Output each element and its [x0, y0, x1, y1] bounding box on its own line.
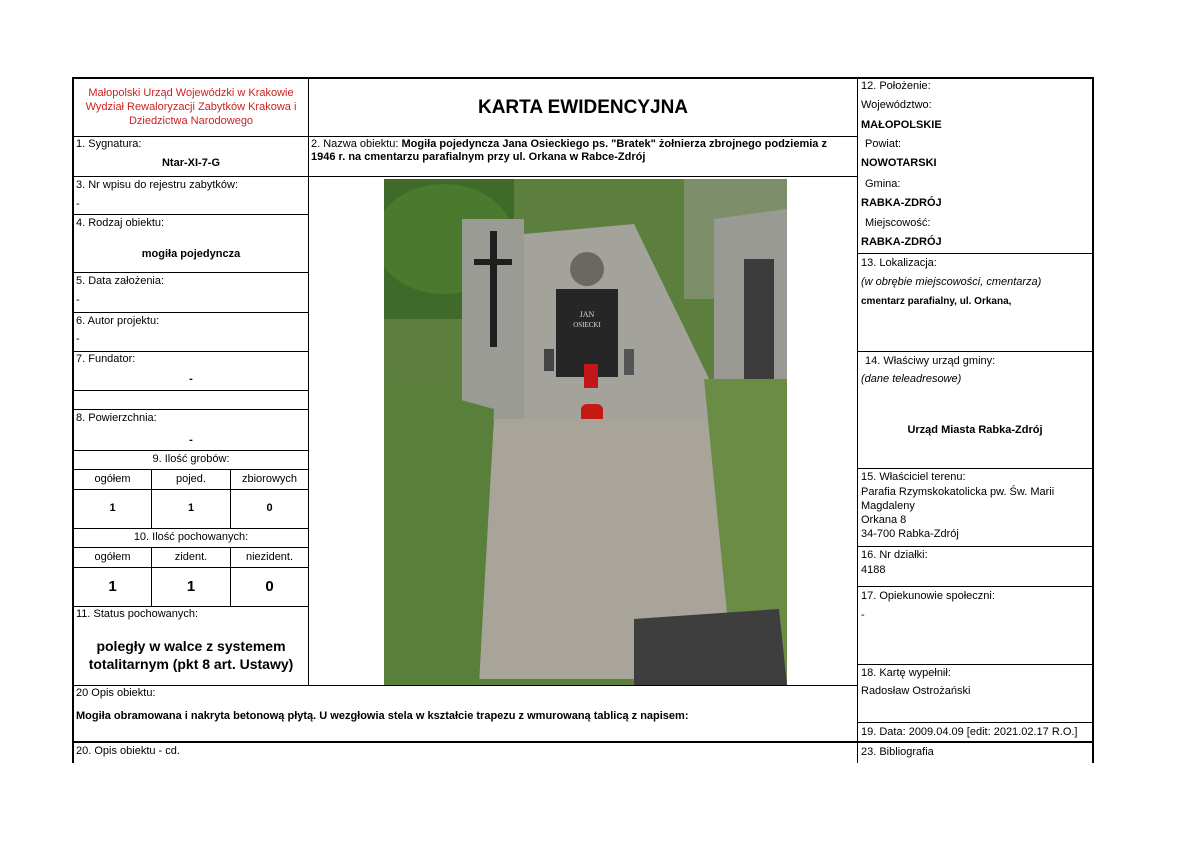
wlasciciel-line-2: Magdaleny [861, 500, 915, 512]
status-value [74, 637, 308, 673]
org-line-3: Dziedzictwa Narodowego [128, 115, 254, 127]
groby-header-pojed: pojed. [176, 473, 206, 485]
gmina-label: Gmina: [865, 178, 901, 190]
bibliografia-label: 23. Bibliografia [861, 746, 934, 758]
fundator-label: 7. Fundator: [76, 353, 136, 365]
nazwa-line-2: 1946 r. na cmentarzu parafialnym przy ul. Orkana w Rabce-Zdrój [311, 151, 646, 163]
row-line [857, 351, 1093, 352]
opis-cd-label: 20. Opis obiektu - cd. [76, 745, 180, 757]
data-wypelnienia: 19. Data: 2009.04.09 [edit: 2021.02.17 R.O.] [861, 726, 1078, 738]
groby-value-ogolem: 1 [109, 502, 116, 514]
border-top [72, 77, 1094, 79]
groby-value-pojed: 1 [187, 502, 195, 514]
lokalizacja-value: cmentarz parafialny, ul. Orkana, [861, 296, 1012, 307]
wypelnil-value: Radosław Ostrożański [861, 685, 971, 697]
row-line [72, 351, 309, 352]
row-line [72, 390, 309, 391]
row-line [72, 409, 309, 410]
row-line [72, 312, 309, 313]
nr-wpisu-label: 3. Nr wpisu do rejestru zabytków: [76, 179, 239, 191]
row-line [72, 685, 858, 686]
powiat-value: NOWOTARSKI [861, 157, 937, 169]
data-zalozenia-label: 5. Data założenia: [76, 275, 165, 287]
row-line [72, 450, 309, 451]
row-line [72, 606, 309, 607]
groby-header-ogolem: ogółem [94, 473, 131, 485]
row-line [857, 253, 1093, 254]
nazwa-label: 2. Nazwa obiektu: [311, 138, 402, 150]
rodzaj-value: mogiła pojedyncza [141, 248, 241, 260]
opiekunowie-label: 17. Opiekunowie społeczni: [861, 590, 995, 602]
autor-label: 6. Autor projektu: [76, 315, 160, 327]
wojewodztwo-label: Województwo: [861, 99, 932, 111]
pochowani-value-niezident: 0 [265, 578, 274, 595]
row-line [72, 741, 1094, 743]
plaque-line-1: JAN [579, 310, 595, 319]
grave-photo-illustration [384, 179, 787, 685]
divider-left-column [308, 77, 309, 686]
row-line [72, 489, 309, 490]
opis-label: 20 Opis obiektu: [76, 687, 156, 699]
nazwa-obiektu [311, 138, 857, 164]
row-line [857, 664, 1093, 665]
dzialka-label: 16. Nr działki: [861, 549, 928, 561]
groby-label: 9. Ilość grobów: [152, 453, 230, 465]
wlasciciel-label: 15. Właściciel terenu: [861, 471, 966, 483]
org-line-2: Wydział Rewaloryzacji Zabytków Krakowa i [85, 101, 297, 113]
nr-wpisu-value: - [76, 198, 80, 210]
signatura-label: 1. Sygnatura: [76, 138, 142, 150]
polozenie-label: 12. Położenie: [861, 80, 931, 92]
fundator-value: - [189, 373, 193, 385]
row-line [72, 567, 309, 568]
rodzaj-label: 4. Rodzaj obiektu: [76, 217, 165, 229]
powierzchnia-label: 8. Powierzchnia: [76, 412, 157, 424]
row-line [857, 722, 1093, 723]
powiat-label: Powiat: [865, 138, 902, 150]
divider-right-column [857, 77, 858, 763]
row-line [72, 272, 309, 273]
row-line [857, 586, 1093, 587]
row-line [857, 468, 1093, 469]
data-zalozenia-value: - [76, 294, 80, 306]
opiekunowie-value: - [861, 609, 865, 621]
groby-header-zbiorowych: zbiorowych [241, 473, 298, 485]
wojewodztwo-value: MAŁOPOLSKIE [861, 119, 942, 131]
row-line [72, 136, 858, 137]
urzad-hint: (dane teleadresowe) [861, 373, 962, 385]
dzialka-value: 4188 [861, 564, 886, 576]
powierzchnia-value: - [189, 434, 193, 446]
pochowani-value-ogolem: 1 [108, 578, 117, 595]
pochowani-header-zident: zident. [174, 551, 208, 563]
status-line-2: totalitarnym (pkt 8 art. Ustawy) [88, 656, 294, 672]
pochowani-value-zident: 1 [186, 578, 196, 595]
autor-value: - [76, 333, 80, 345]
plaque-line-2: OSIECKI [573, 321, 601, 329]
status-line-1: poległy w walce z systemem [96, 638, 286, 654]
row-line [72, 214, 309, 215]
nazwa-line-1: Mogiła pojedyncza Jana Osieckiego ps. "Bratek" żołnierza zbrojnego podziemia z [401, 138, 827, 150]
urzad-label: 14. Właściwy urząd gminy: [865, 355, 996, 367]
wlasciciel-line-3: Orkana 8 [861, 514, 907, 526]
status-label: 11. Status pochowanych: [76, 608, 199, 620]
lokalizacja-hint: (w obrębie miejscowości, cmentarza) [861, 276, 1042, 288]
org-line-1: Małopolski Urząd Wojewódzki w Krakowie [88, 87, 294, 99]
pochowani-header-niezident: niezident. [245, 551, 294, 563]
row-line [72, 528, 309, 529]
pochowani-label: 10. Ilość pochowanych: [133, 531, 249, 543]
gmina-value: RABKA-ZDRÓJ [861, 197, 942, 209]
row-line [857, 546, 1093, 547]
groby-value-zbiorowych: 0 [266, 502, 273, 514]
signatura-value: Ntar-XI-7-G [161, 157, 221, 169]
lokalizacja-label: 13. Lokalizacja: [861, 257, 937, 269]
wlasciciel-line-4: 34-700 Rabka-Zdrój [861, 528, 959, 540]
urzad-value: Urząd Miasta Rabka-Zdrój [907, 424, 1043, 436]
row-line [72, 469, 309, 470]
border-right [1092, 77, 1094, 763]
pochowani-header-ogolem: ogółem [94, 551, 131, 563]
row-line [72, 176, 858, 177]
wypelnil-label: 18. Kartę wypełnił: [861, 667, 951, 679]
opis-value: Mogiła obramowana i nakryta betonową płytą. U wezgłowia stela w kształcie trapezu z wmurowaną tablicą z napisem: [76, 710, 689, 722]
wlasciciel-line-1: Parafia Rzymskokatolicka pw. Św. Marii [861, 486, 1055, 498]
page-title: KARTA EWIDENCYJNA [477, 97, 689, 118]
org-name [74, 86, 308, 128]
miejscowosc-label: Miejscowość: [865, 217, 931, 229]
grave-photo [384, 179, 787, 685]
miejscowosc-value: RABKA-ZDRÓJ [861, 236, 942, 248]
wlasciciel-value [861, 485, 1091, 541]
row-line [72, 547, 309, 548]
